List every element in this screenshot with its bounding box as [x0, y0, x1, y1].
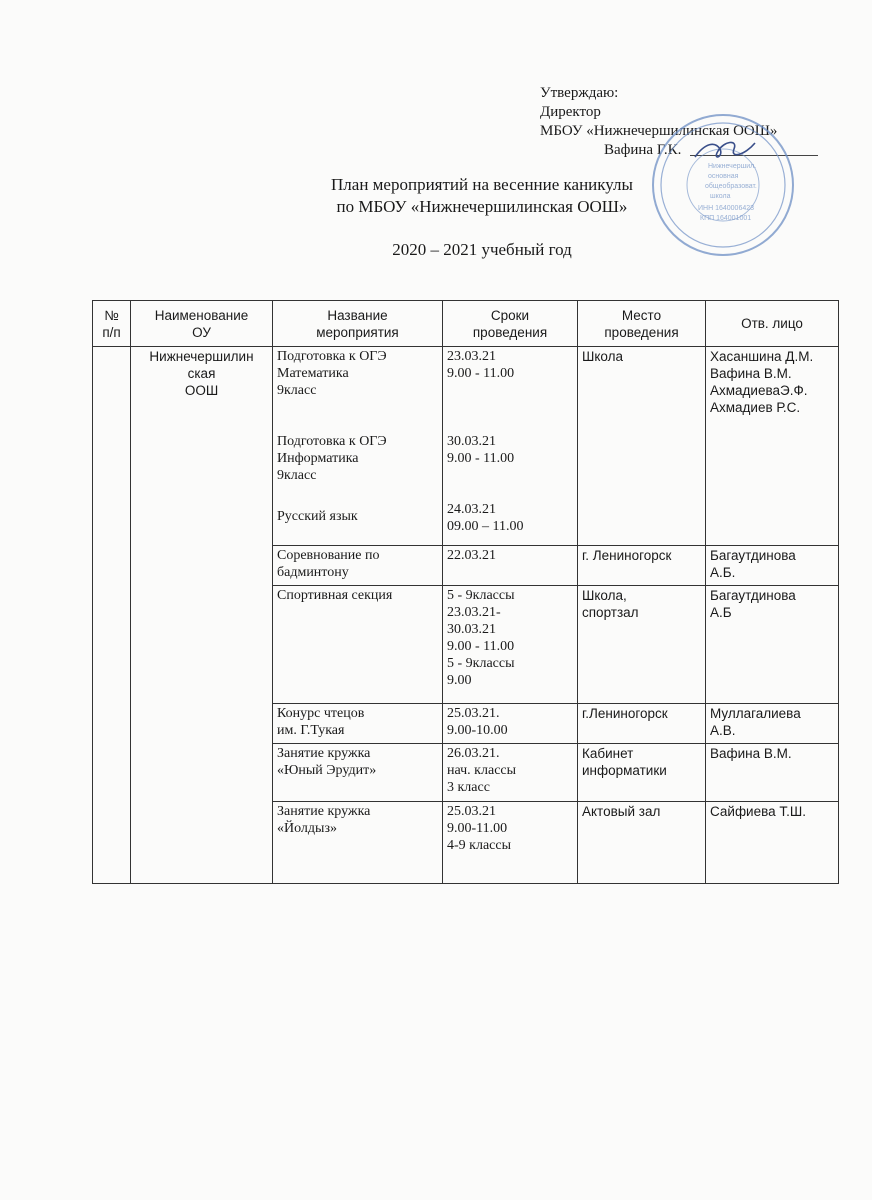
organization-cell: Нижнечершилин ская ООШ — [131, 347, 273, 884]
svg-text:КПП 164001001: КПП 164001001 — [700, 215, 752, 222]
responsible-cell: Сайфиева Т.Ш. — [706, 802, 839, 884]
responsible-cell: Вафина В.М. — [706, 744, 839, 802]
svg-text:основная: основная — [708, 173, 739, 180]
responsible-cell: Багаутдинова А.Б. — [706, 546, 839, 586]
event-cell: Спортивная секция — [273, 586, 443, 704]
responsible-cell: Багаутдинова А.Б — [706, 586, 839, 704]
dates-cell: 22.03.21 — [443, 546, 578, 586]
place-cell: Кабинет информатики — [578, 744, 706, 802]
svg-text:Нижнечершил.: Нижнечершил. — [708, 163, 757, 170]
header-organization: Наименование ОУ — [131, 301, 273, 347]
approval-director-name: Вафина Г.К. — [604, 142, 682, 158]
event-cell: Занятие кружка «Йолдыз» — [273, 802, 443, 884]
header-place: Место проведения — [578, 301, 706, 347]
event-cell: Соревнование по бадминтону — [273, 546, 443, 586]
place-cell: Актовый зал — [578, 802, 706, 884]
header-event: Название мероприятия — [273, 301, 443, 347]
responsible-cell: Муллагалиева А.В. — [706, 704, 839, 744]
title-line-1: План мероприятий на весенние каникулы — [331, 175, 633, 194]
dates-cell: 26.03.21. нач. классы 3 класс — [443, 744, 578, 802]
place-cell: Школа, спортзал — [578, 586, 706, 704]
responsible-cell: Хасаншина Д.М. Вафина В.М. АхмадиеваЭ.Ф. Ахмадиев Р.С. — [706, 347, 839, 546]
events-table — [92, 300, 839, 884]
dates-cell: 23.03.21 9.00 - 11.00 30.03.21 9.00 - 11.00 24.03.21 09.00 – 11.00 — [443, 347, 578, 546]
header-responsible: Отв. лицо — [706, 301, 839, 347]
event-cell: Конурс чтецов им. Г.Тукая — [273, 704, 443, 744]
event-cell: Занятие кружка «Юный Эрудит» — [273, 744, 443, 802]
approval-school: МБОУ «Нижнечершилинская ООШ» — [540, 123, 778, 139]
header-dates: Сроки проведения — [443, 301, 578, 347]
event-cell: Подготовка к ОГЭ Математика 9класс Подготовка к ОГЭ Информатика 9класс Русский язык — [273, 347, 443, 546]
row-number-cell — [93, 347, 131, 884]
approval-label: Утверждаю: — [540, 85, 619, 101]
table-header-row — [93, 301, 839, 347]
academic-year: 2020 – 2021 учебный год — [392, 240, 572, 259]
svg-text:ИНН 1640006423: ИНН 1640006423 — [698, 205, 755, 212]
dates-cell: 25.03.21. 9.00-10.00 — [443, 704, 578, 744]
dates-cell: 25.03.21 9.00-11.00 4-9 классы — [443, 802, 578, 884]
title-line-2: по МБОУ «Нижнечершилинская ООШ» — [336, 197, 628, 216]
svg-text:общеобразоват.: общеобразоват. — [705, 183, 757, 190]
place-cell: г. Лениногорск — [578, 546, 706, 586]
director-signature — [690, 135, 760, 165]
table-row — [93, 347, 839, 546]
svg-text:школа: школа — [710, 193, 731, 200]
dates-cell: 5 - 9классы 23.03.21- 30.03.21 9.00 - 11.00 5 - 9классы 9.00 — [443, 586, 578, 704]
place-cell: г.Лениногорск — [578, 704, 706, 744]
approval-position: Директор — [540, 104, 601, 120]
document-title — [262, 174, 702, 218]
header-number: № п/п — [93, 301, 131, 347]
place-cell: Школа — [578, 347, 706, 546]
